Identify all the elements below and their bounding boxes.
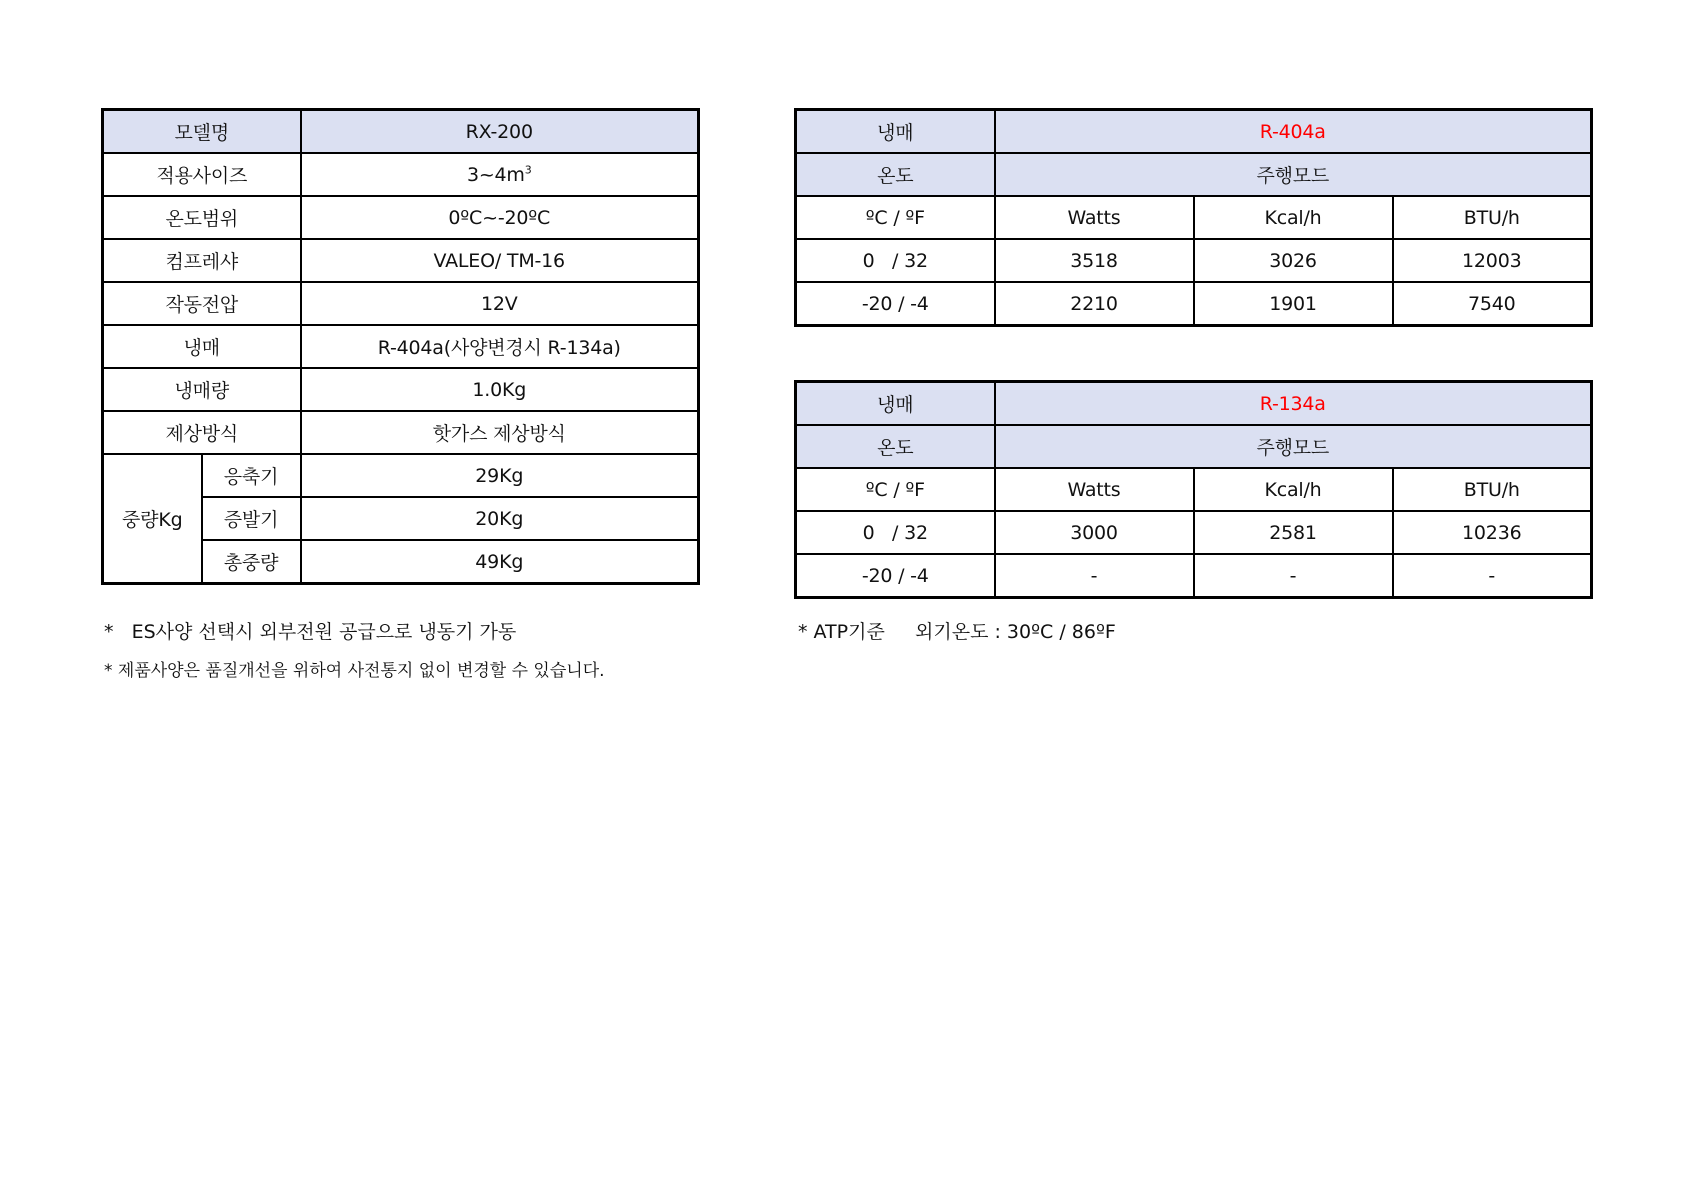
es-option-note: * ES사양 선택시 외부전원 공급으로 냉동기 가동 [104,621,517,643]
table-cell: - [995,554,1194,598]
spec-value: 0ºC~-20ºC [301,196,699,239]
table-cell: 12003 [1393,239,1592,282]
spec-label: 모델명 [103,110,301,154]
spec-value: VALEO/ TM-16 [301,239,699,282]
spec-value: 핫가스 제상방식 [301,411,699,454]
table-cell: 0 / 32 [796,239,995,282]
column-header: BTU/h [1393,196,1592,239]
weight-label: 응축기 [202,454,301,497]
temperature-label: 온도 [796,425,995,468]
column-header: Watts [995,196,1194,239]
table-cell: 3026 [1194,239,1393,282]
superscript-3: 3 [524,163,532,177]
table-cell: 0 / 32 [796,511,995,554]
table-cell: 2210 [995,282,1194,326]
spec-label: 온도범위 [103,196,301,239]
spec-row [103,196,699,239]
spec-label: 냉매량 [103,368,301,411]
spec-value: RX-200 [301,110,699,154]
refrigerant-row [796,382,1592,426]
table-cell: 2581 [1194,511,1393,554]
weight-label: 총중량 [202,540,301,584]
spec-value: R-404a(사양변경시 R-134a) [301,325,699,368]
spec-row [103,239,699,282]
spec-row [103,110,699,154]
column-header: Kcal/h [1194,196,1393,239]
column-header-row [796,468,1592,511]
refrigerant-label: 냉매 [796,110,995,154]
table-cell: 3000 [995,511,1194,554]
spec-row [103,325,699,368]
spec-value: 12V [301,282,699,325]
driving-mode-label: 주행모드 [995,153,1592,196]
column-header: Watts [995,468,1194,511]
spec-row [103,454,699,497]
spec-label: 작동전압 [103,282,301,325]
refrigerant-label: 냉매 [796,382,995,426]
capacity-table-r404a [794,108,1593,327]
spec-table [101,108,700,585]
temperature-label: 온도 [796,153,995,196]
table-cell: 10236 [1393,511,1592,554]
table-cell: 7540 [1393,282,1592,326]
spec-row [103,368,699,411]
weight-label: 증발기 [202,497,301,540]
column-header: ºC / ºF [796,196,995,239]
table-cell: 1901 [1194,282,1393,326]
column-header: Kcal/h [1194,468,1393,511]
table-cell: 3518 [995,239,1194,282]
atp-note: * ATP기준 외기온도 : 30ºC / 86ºF [798,621,1116,643]
table-row [796,554,1592,598]
spec-row [103,411,699,454]
column-header-row [796,196,1592,239]
weight-value: 49Kg [301,540,699,584]
spec-label: 적용사이즈 [103,153,301,196]
refrigerant-value: R-134a [995,382,1592,426]
weight-group-label: 중량Kg [103,454,202,584]
weight-value: 29Kg [301,454,699,497]
spec-value: 1.0Kg [301,368,699,411]
spec-label: 냉매 [103,325,301,368]
capacity-table-r134a [794,380,1593,599]
driving-mode-label: 주행모드 [995,425,1592,468]
mode-row [796,425,1592,468]
table-row [796,282,1592,326]
spec-value-cell [301,153,699,196]
refrigerant-value: R-404a [995,110,1592,154]
table-cell: -20 / -4 [796,282,995,326]
spec-value: 3~4m [466,163,525,186]
column-header: ºC / ºF [796,468,995,511]
table-cell: - [1393,554,1592,598]
spec-label: 컴프레샤 [103,239,301,282]
table-row [796,239,1592,282]
mode-row [796,153,1592,196]
spec-row [103,153,699,196]
spec-change-note: * 제품사양은 품질개선을 위하여 사전통지 없이 변경할 수 있습니다. [104,661,605,681]
table-cell: - [1194,554,1393,598]
refrigerant-row [796,110,1592,154]
column-header: BTU/h [1393,468,1592,511]
table-row [796,511,1592,554]
weight-value: 20Kg [301,497,699,540]
spec-row [103,282,699,325]
table-cell: -20 / -4 [796,554,995,598]
spec-label: 제상방식 [103,411,301,454]
